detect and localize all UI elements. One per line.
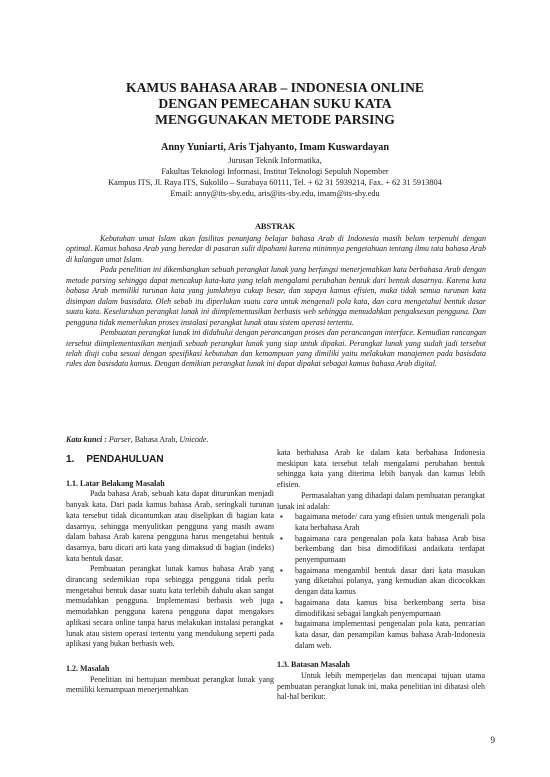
- abstract-paragraph: Pada penelitian ini dikembangkan sebuah perangkat lunak yang berfungsi menerjemahkan kata berbahasa Arab dengan metode parsing sehingga dapat mencakup kata-kata yang telah mengalami perubahan bentuk dari bentuk dasarnya. Karena kata bahasa Arab memiliki turunan kata yang jumlahnya cukup besar, dan supaya kamus efisien, maka tidak semua turunan kata disimpan dalam basisdata. Oleh sebab itu diperlukan suatu cara untuk mengenali pola kata, dan cara mengetahui bentuk dasar suatu kata. Keseluruhan perangkat lunak ini diimplementasikan berbasis web sehingga memudahkan pengaksesan pengguna. Dan pengguna tidak memerlukan proses instalasi perangkat lunak atau sistem operasi tertentu.: [66, 265, 486, 327]
- affiliation: [30, 155, 520, 199]
- title-line: DENGAN PEMECAHAN SUKU KATA: [158, 96, 392, 111]
- section-title: PENDAHULUAN: [86, 454, 164, 465]
- abstract: [66, 234, 486, 370]
- subsection-heading: 1.1. Latar Belakang Masalah: [66, 478, 165, 488]
- keyword-unicode: Unicode: [179, 435, 207, 444]
- abstract-paragraph: Pembuatan perangkat lunak ini didahului dengan perancangan proses dan perancangan interface. Kemudian rancangan tersebut diimplementasikan menjadi sebuah perangkat lunak yang siap untuk dipakai. Perangkat lunak yang sudah jadi tersebut telah diuji coba sesuai dengan spesifikasi kebutuhan dan kemampuan yang dimiliki yaitu melakukan manajemen pada basisdata rules dan basisdata kamus. Dengan demikian perangkat lunak ini dapat dipakai sebagai kamus bahasa Arab digital.: [66, 328, 486, 369]
- list-item: ▪ bagaimana data kamus bisa berkembang serta bisa dimodifikasi sebagai langkah penyempurnaan: [277, 598, 485, 619]
- title-line: KAMUS BAHASA ARAB – INDONESIA ONLINE: [126, 80, 424, 95]
- right-column: [277, 448, 485, 703]
- affiliation-line: Kampus ITS, Jl. Raya ITS, Sukolilo – Surabaya 60111, Tel. + 62 31 5939214, Fax. + 62 31 5913804: [108, 178, 442, 187]
- keyword-parser: Parser: [108, 435, 131, 444]
- list-item: ▪ bagaimana implementasi pengenalan pola kata, pencarian kata dasar, dan penampilan kamus bahasa Arab-Indonesia dalam web.: [277, 619, 485, 651]
- section-heading: [66, 455, 274, 466]
- body-paragraph: Pembuatan perangkat lunak kamus bahasa Arab yang dirancang sedemikian rupa sehingga pengguna tidak perlu mengetahui bentuk dasar suatu kata terlebih dahulu akan sangat memudahkan pengguna. Implementasi berbasis web juga memudahkan pengguna karena pengguna dapat mengakses aplikasi secara online tanpa harus melakukan instalasi perangkat lunak atau sistem operasi tertentu yang mendukung seperti pada aplikasi yang bukan berbasis web.: [66, 564, 274, 649]
- abstract-paragraph: Kebutuhan umat Islam akan fasilitas penunjang belajar bahasa Arab di Indonesia masih belum terpenuhi dengan optimal. Kamus bahasa Arab yang beredar di pasaran sulit dipahami karena minimnya pengetahuan tentang ilmu tata bahasa Arab di kalangan umat Islam.: [66, 234, 486, 264]
- keyword-end: .: [206, 435, 209, 444]
- abstract-heading: ABSTRAK: [254, 222, 296, 231]
- subsection-heading: 1.3. Batasan Masalah: [277, 660, 350, 670]
- body-paragraph: Permasalahan yang dihadapi dalam pembuatan perangkat lunak ini adalah:: [277, 490, 485, 511]
- authors: Anny Yuniarti, Aris Tjahyanto, Imam Kuswardayan: [160, 142, 390, 153]
- body-paragraph: Penelitian ini bertujuan membuat perangkat lunak yang memiliki kemampuan menerjemahkan: [66, 674, 274, 695]
- keywords: [66, 434, 486, 445]
- page-number: 9: [490, 735, 495, 745]
- section-number: 1.: [66, 454, 75, 465]
- body-paragraph: Untuk lebih memperjelas dan mencapai tujuan utama pembuatan perangkat lunak ini, maka penelitian ini dibatasi oleh hal-hal berikut:: [277, 671, 485, 702]
- paper-title: [60, 80, 490, 128]
- list-item: ▪ bagaimana cara pengenalan pola kata bahasa Arab bisa berkembang dan bisa dimodifikasi andaikata terdapat penyempurnaan: [277, 534, 485, 566]
- affiliation-line: Fakultas Teknologi Informasi, Institut Teknologi Sepuluh Nopember: [161, 167, 389, 176]
- problem-list: [277, 512, 485, 651]
- affiliation-email: Email: anny@its-sby.edu, aris@its-sby.edu, imam@its-sby.edu: [170, 189, 380, 198]
- keyword-list: , Bahasa Arab,: [130, 435, 180, 444]
- title-line: MENGGUNAKAN METODE PARSING: [155, 112, 395, 127]
- affiliation-line: Jurusan Teknik Informatika,: [228, 156, 322, 165]
- body-paragraph: kata berbahasa Arab ke dalam kata berbahasa Indonesia meskipun kata tersebut telah mengalami perubahan bentuk sehingga kata yang diterima lebih banyak dan kamus lebih efisien.: [277, 448, 485, 490]
- left-column: [66, 448, 274, 696]
- list-item: ▪ bagaimana mengambil bentuk dasar dari kata masukan yang diketahui polanya, yang kemudian akan dicocokkan dengan data kamus: [277, 566, 485, 598]
- list-item: ▪ bagaimana metode/ cara yang efisien untuk mengenali pola kata berbahasa Arab: [277, 512, 485, 533]
- subsection-heading: 1.2. Masalah: [66, 663, 110, 673]
- keywords-label: Kata kunci :: [66, 435, 107, 444]
- body-paragraph: Pada bahasa Arab, sebuah kata dapat diturunkan menjadi banyak kata. Dari pada kamus bahasa Arab, seringkali turunan kata tersebut tidak dicantumkan atau diselipkan di bagian kata dasarnya, sehingga menyulitkan pengguna yang masih awam dalam bahasa Arab karena pengguna harus mengetahui bentuk dasarnya, baru dicari arti kata yang dimaksud di bagian (indeks) kata bentuk dasar.: [66, 489, 274, 563]
